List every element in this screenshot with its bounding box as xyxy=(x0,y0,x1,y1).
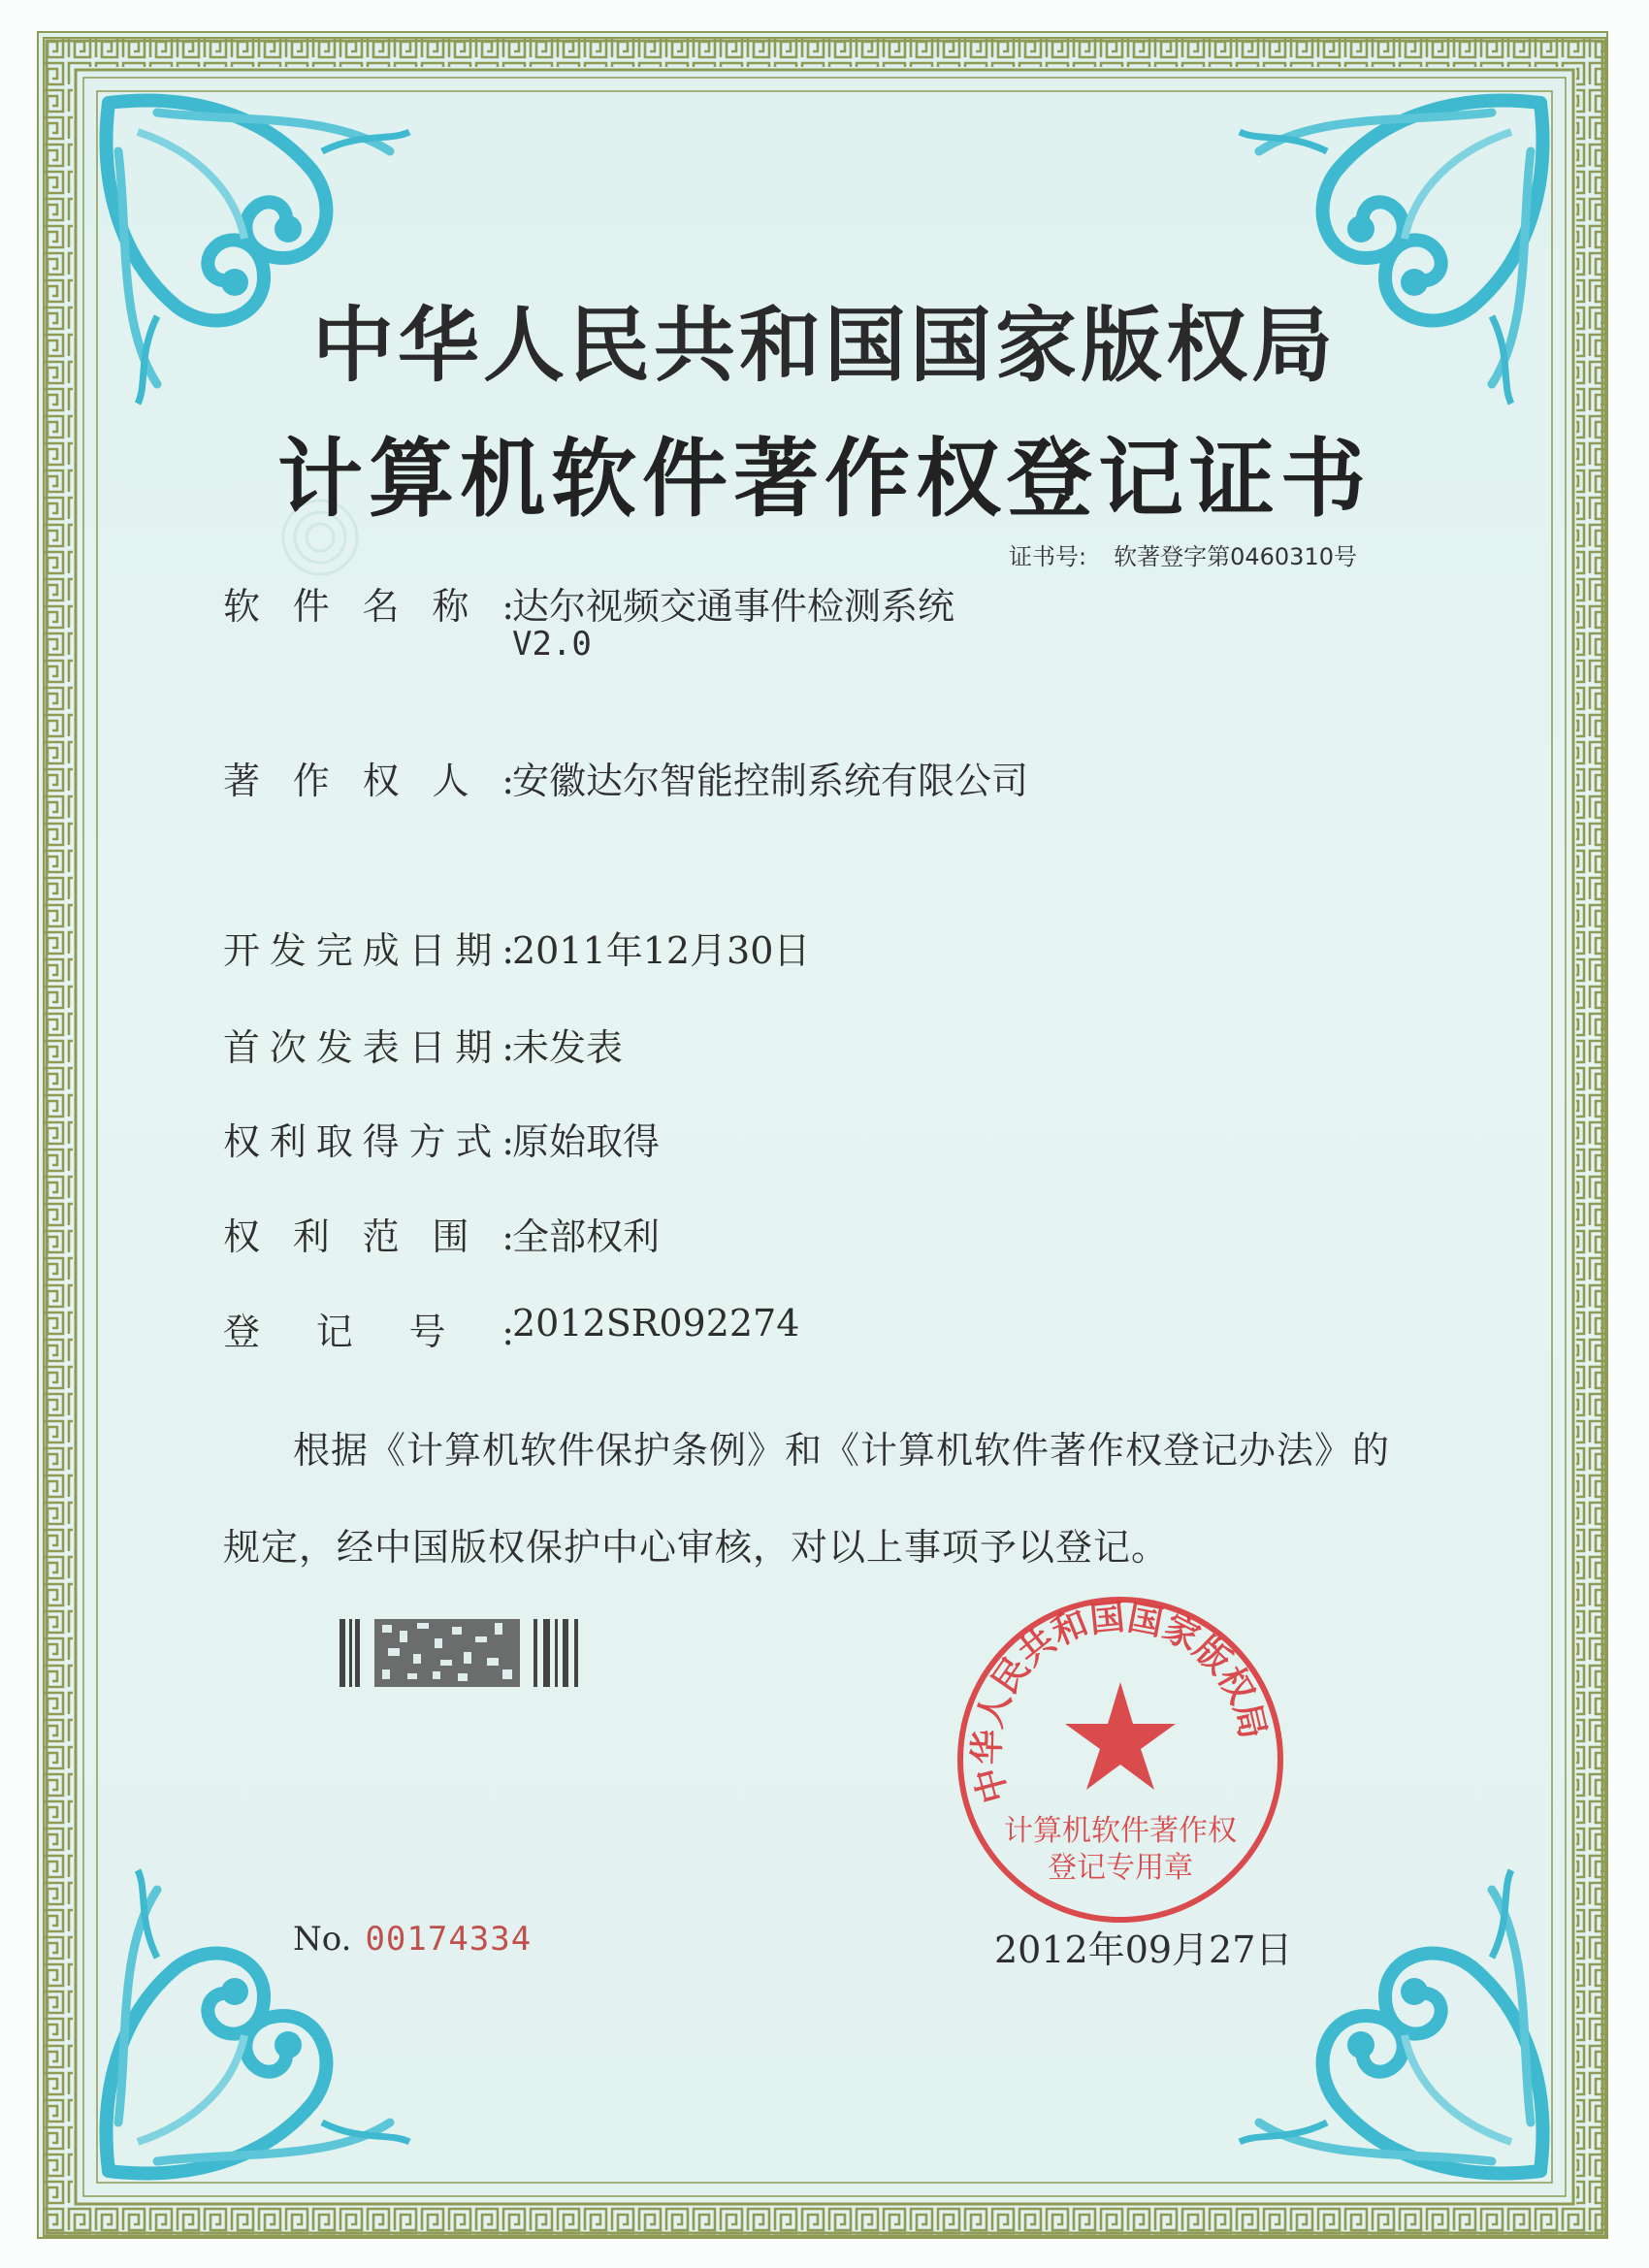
certificate-number-value: 软著登字第0460310号 xyxy=(1114,543,1357,570)
certificate-number xyxy=(1009,537,1357,571)
field-label-acquisition-method: 权利取得方式: xyxy=(223,1120,514,1163)
field-label-first-publication: 首次发表日期: xyxy=(223,1026,514,1069)
certificate-title: 计算机软件著作权登记证书 xyxy=(276,428,1372,529)
field-value-copyright-owner: 安徽达尔智能控制系统有限公司 xyxy=(512,760,1029,802)
svg-text:登记专用章: 登记专用章 xyxy=(1048,1851,1193,1885)
serial-prefix: No. xyxy=(293,1920,352,1959)
svg-text:计算机软件著作权: 计算机软件著作权 xyxy=(1004,1814,1237,1848)
issuing-authority: 中华人民共和国国家版权局 xyxy=(311,298,1337,393)
field-label-copyright-owner: 著作权人: xyxy=(223,760,514,802)
certificate-sheet xyxy=(37,31,1608,2239)
svg-text:中华人民共和国国家版权局: 中华人民共和国国家版权局 xyxy=(967,1597,1274,1807)
field-label-rights-scope: 权利范围: xyxy=(223,1215,514,1258)
issue-date: 2012年09月27日 xyxy=(994,1928,1293,1971)
field-value-first-publication: 未发表 xyxy=(512,1026,624,1069)
certificate-number-label: 证书号: xyxy=(1009,543,1087,570)
statement-line-2: 规定，经中国版权保护中心审核，对以上事项予以登记。 xyxy=(223,1526,1170,1569)
field-value-software-name: 达尔视频交通事件检测系统 xyxy=(512,585,955,628)
barcode-image xyxy=(340,1609,592,1697)
field-label-registration-number: 登记号: xyxy=(223,1311,514,1353)
field-value-registration-number: 2012SR092274 xyxy=(512,1302,800,1345)
serial-number xyxy=(293,1920,532,1959)
official-seal xyxy=(951,1590,1290,1929)
field-label-software-name: 软件名称: xyxy=(223,585,514,628)
field-value-acquisition-method: 原始取得 xyxy=(512,1120,661,1163)
field-value-rights-scope: 全部权利 xyxy=(512,1215,661,1258)
field-value-software-version: V2.0 xyxy=(512,625,592,664)
serial-number-value: 00174334 xyxy=(365,1920,533,1959)
statement-line-1: 根据《计算机软件保护条例》和《计算机软件著作权登记办法》的 xyxy=(293,1429,1391,1472)
field-value-completion-date: 2011年12月30日 xyxy=(512,929,811,972)
field-label-completion-date: 开发完成日期: xyxy=(223,929,514,972)
